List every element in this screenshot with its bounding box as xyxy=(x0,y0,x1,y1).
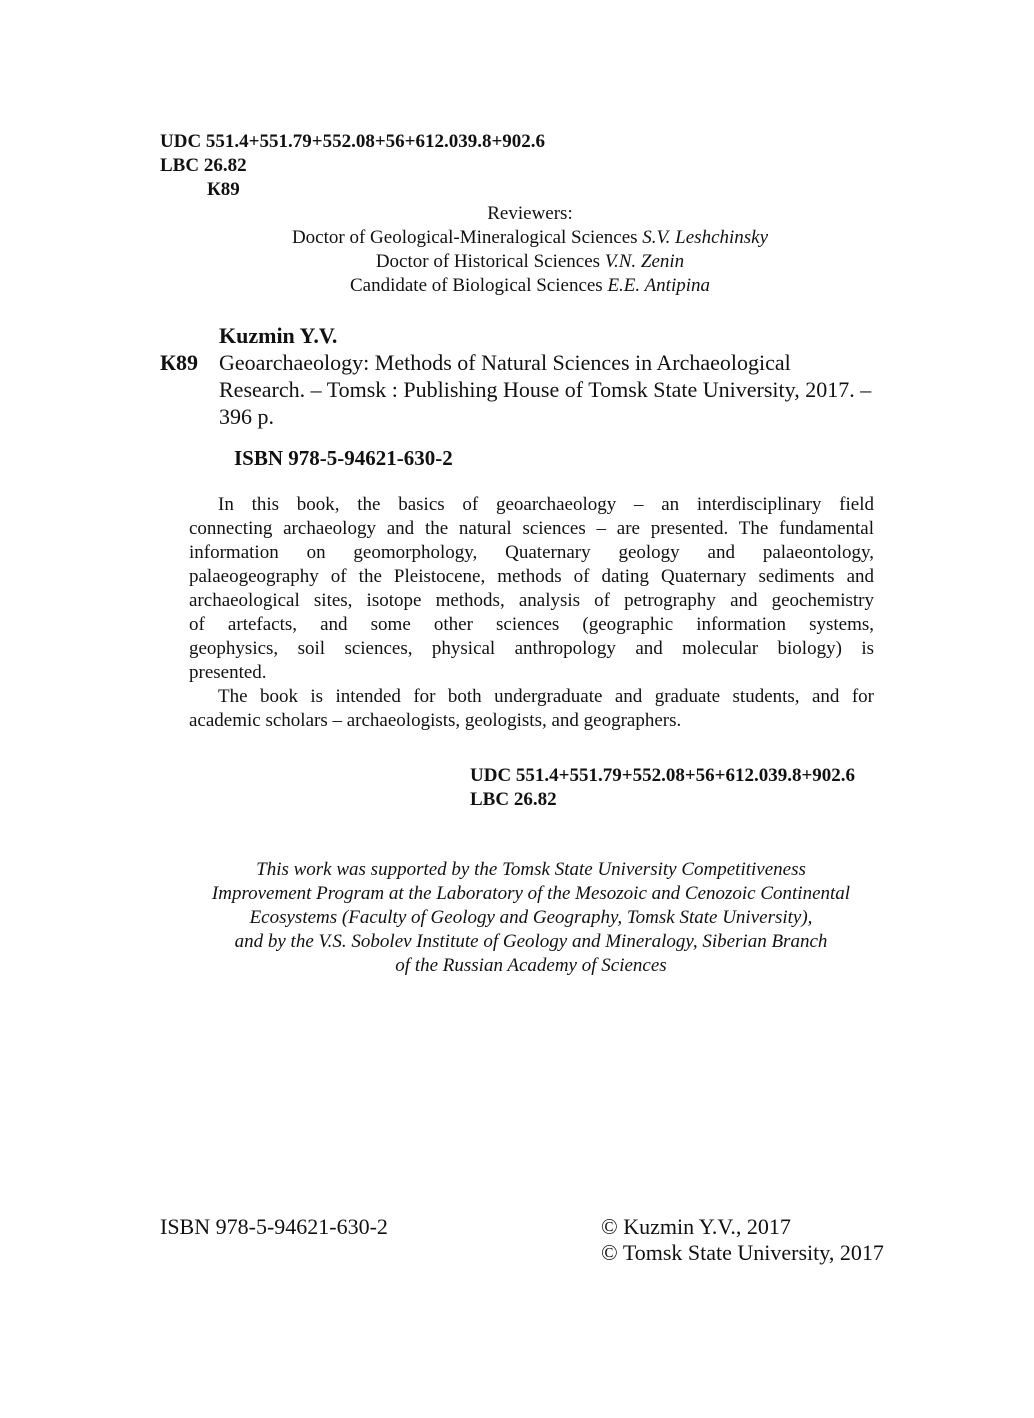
abstract-p1-line: of artefacts, and some other sciences (geographic information systems, xyxy=(189,614,874,635)
abstract-p1-line: information on geomorphology, Quaternary geology and palaeontology, xyxy=(189,542,874,563)
reviewer-3 xyxy=(180,274,880,298)
copyright-author: © Kuzmin Y.V., 2017 xyxy=(601,1214,791,1239)
udc-code: UDC 551.4+551.79+552.08+56+612.039.8+902.6 xyxy=(160,131,546,152)
reviewer-2 xyxy=(180,250,880,274)
reviewer-1-name: S.V. Leshchinsky xyxy=(642,227,769,248)
classification-udc: UDC 551.4+551.79+552.08+56+612.039.8+902.6 xyxy=(470,765,856,786)
entry-mark: К89 xyxy=(160,350,198,375)
support-line-3: Ecosystems (Faculty of Geology and Geography, Tomsk State University), xyxy=(249,907,813,928)
reviewer-2-degree: Doctor of Historical Sciences xyxy=(375,251,601,272)
abstract-p2-line: The book is intended for both undergraduate and graduate students, and for xyxy=(218,686,874,707)
copyright-publisher: © Tomsk State University, 2017 xyxy=(601,1240,884,1265)
abstract-p2-line: academic scholars – archaeologists, geologists, and geographers. xyxy=(189,710,682,731)
entry-author: Kuzmin Y.V. xyxy=(219,323,338,348)
lbc-code: LBC 26.82 xyxy=(160,155,247,176)
abstract-p1-line: connecting archaeology and the natural sciences – are presented. The fundamental xyxy=(189,518,874,539)
abstract-p1-line: presented. xyxy=(189,662,267,683)
entry-title-line-3: 396 p. xyxy=(219,404,274,429)
reviewers-title: Reviewers: xyxy=(487,203,573,224)
reviewer-3-name: E.E. Antipina xyxy=(607,275,711,296)
entry-title-line-2: Research. – Tomsk : Publishing House of Tomsk State University, 2017. – xyxy=(219,377,872,402)
support-line-2: Improvement Program at the Laboratory of the Mesozoic and Cenozoic Continental xyxy=(211,883,851,904)
abstract xyxy=(189,493,874,733)
abstract-p1-line: In this book, the basics of geoarchaeology – an interdisciplinary field xyxy=(218,494,874,515)
abstract-p1-line: geophysics, soil sciences, physical anthropology and molecular biology) is xyxy=(189,638,874,659)
support-line-1: This work was supported by the Tomsk State University Competitiveness xyxy=(256,859,806,880)
classification-lbc: LBC 26.82 xyxy=(470,789,557,810)
footer-isbn: ISBN 978-5-94621-630-2 xyxy=(160,1214,388,1239)
support-line-5: of the Russian Academy of Sciences xyxy=(395,955,667,976)
entry-title-line-1: Geoarchaeology: Methods of Natural Sciences in Archaeological xyxy=(219,350,791,375)
reviewer-3-degree: Candidate of Biological Sciences xyxy=(349,275,603,296)
entry-isbn: ISBN 978-5-94621-630-2 xyxy=(234,446,453,470)
reviewer-1-degree: Doctor of Geological-Mineralogical Sciences xyxy=(291,227,638,248)
support-line-4: and by the V.S. Sobolev Institute of Geology and Mineralogy, Siberian Branch xyxy=(234,931,828,952)
author-mark: К89 xyxy=(207,179,240,200)
reviewer-1 xyxy=(180,226,880,250)
reviewer-2-name: V.N. Zenin xyxy=(604,251,685,272)
abstract-p1-line: archaeological sites, isotope methods, analysis of petrography and geochemistry xyxy=(189,590,874,611)
abstract-p1-line: palaeogeography of the Pleistocene, methods of dating Quaternary sediments and xyxy=(189,566,874,587)
